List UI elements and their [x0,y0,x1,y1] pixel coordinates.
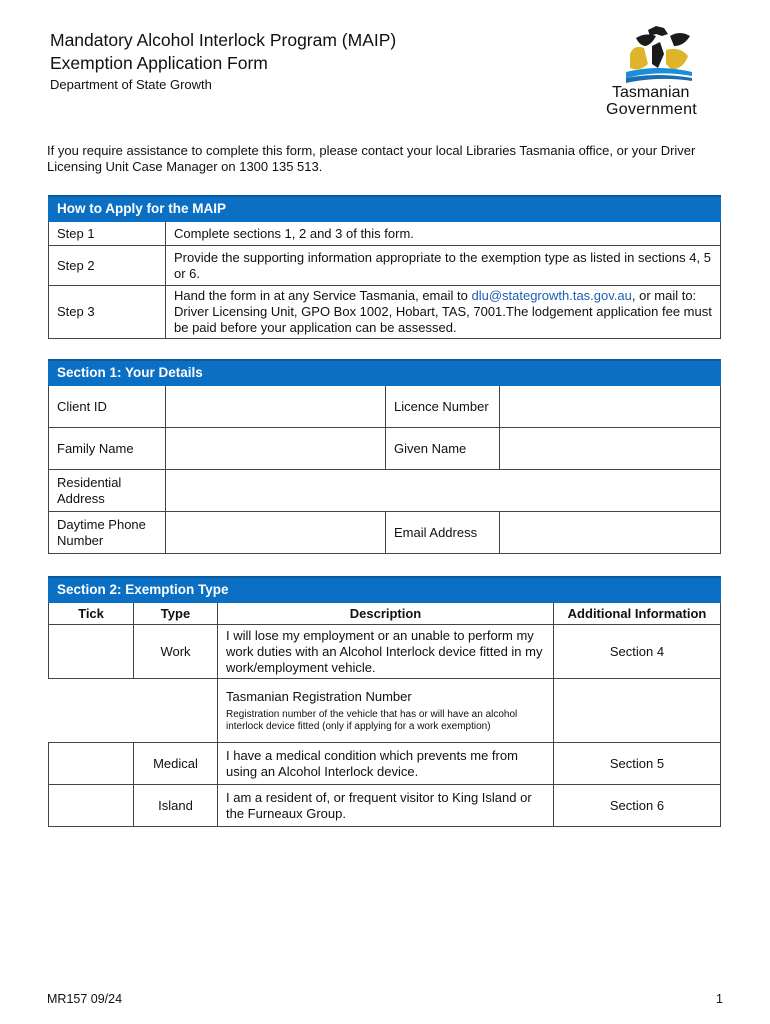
family-name-label: Family Name [49,428,166,470]
island-type: Island [134,785,218,827]
page-number: 1 [716,992,723,1006]
step-3-text-after: , or mail to: Driver Licensing Unit, GPO Box 1002, Hobart, TAS, 7001.The lodgement application fee must be paid before your application can be assessed. [174,288,712,335]
department-name: Department of State Growth [50,77,212,92]
daytime-phone-label: Daytime Phone Number [49,512,166,554]
section-2-table [48,576,721,827]
section-2-heading: Section 2: Exemption Type [49,577,721,603]
step-2-label: Step 2 [49,246,166,286]
island-description: I am a resident of, or frequent visitor to King Island or the Furneaux Group. [218,785,554,827]
col-tick: Tick [49,603,134,625]
registration-number-field[interactable] [554,679,721,743]
section-1-heading: Section 1: Your Details [49,360,721,386]
dlu-email-link[interactable]: dlu@stategrowth.tas.gov.au [471,288,632,303]
island-info: Section 6 [554,785,721,827]
medical-description: I have a medical condition which prevents me from using an Alcohol Interlock device. [218,743,554,785]
email-address-field[interactable] [500,512,721,554]
given-name-label: Given Name [386,428,500,470]
daytime-phone-field[interactable] [166,512,386,554]
work-type: Work [134,625,218,679]
client-id-label: Client ID [49,386,166,428]
medical-tick-box[interactable] [49,743,134,785]
work-description: I will lose my employment or an unable to perform my work duties with an Alcohol Interlock device fitted in my work/employment vehicle. [218,625,554,679]
work-tick-box[interactable] [49,625,134,679]
licence-number-label: Licence Number [386,386,500,428]
given-name-field[interactable] [500,428,721,470]
registration-label-cell [218,679,554,743]
step-3-text-before: Hand the form in at any Service Tasmania, email to [174,288,472,303]
form-title: Mandatory Alcohol Interlock Program (MAIP) [50,30,397,50]
medical-type: Medical [134,743,218,785]
step-2-text: Provide the supporting information appropriate to the exemption type as listed in sections 4, 5 or 6. [166,246,721,286]
licence-number-field[interactable] [500,386,721,428]
how-to-apply-heading: How to Apply for the MAIP [49,196,721,222]
form-subtitle: Exemption Application Form [50,53,268,73]
residential-address-label: Residential Address [49,470,166,512]
form-code: MR157 09/24 [47,992,123,1006]
step-1-label: Step 1 [49,222,166,246]
island-tick-box[interactable] [49,785,134,827]
family-name-field[interactable] [166,428,386,470]
col-description: Description [218,603,554,625]
registration-note: Registration number of the vehicle that has or will have an alcohol interlock device fitted (only if applying for a work exemption) [226,708,518,732]
step-3-text [166,286,721,339]
step-3-label: Step 3 [49,286,166,339]
work-info: Section 4 [554,625,721,679]
col-type: Type [134,603,218,625]
logo-text-tasmanian: Tasmanian [612,84,690,101]
client-id-field[interactable] [166,386,386,428]
intro-paragraph: If you require assistance to complete this form, please contact your local Libraries Tasmania office, or your Driver Licensing Unit Case Manager on 1300 135 513. [47,143,696,174]
logo-text-government: Government [606,101,698,118]
registration-blank [49,679,218,743]
registration-label: Tasmanian Registration Number [226,688,412,704]
how-to-apply-table [48,195,721,339]
email-address-label: Email Address [386,512,500,554]
medical-info: Section 5 [554,743,721,785]
section-1-table [48,359,721,554]
residential-address-field[interactable] [166,470,721,512]
step-1-text: Complete sections 1, 2 and 3 of this form. [166,222,721,246]
col-additional-info: Additional Information [554,603,721,625]
